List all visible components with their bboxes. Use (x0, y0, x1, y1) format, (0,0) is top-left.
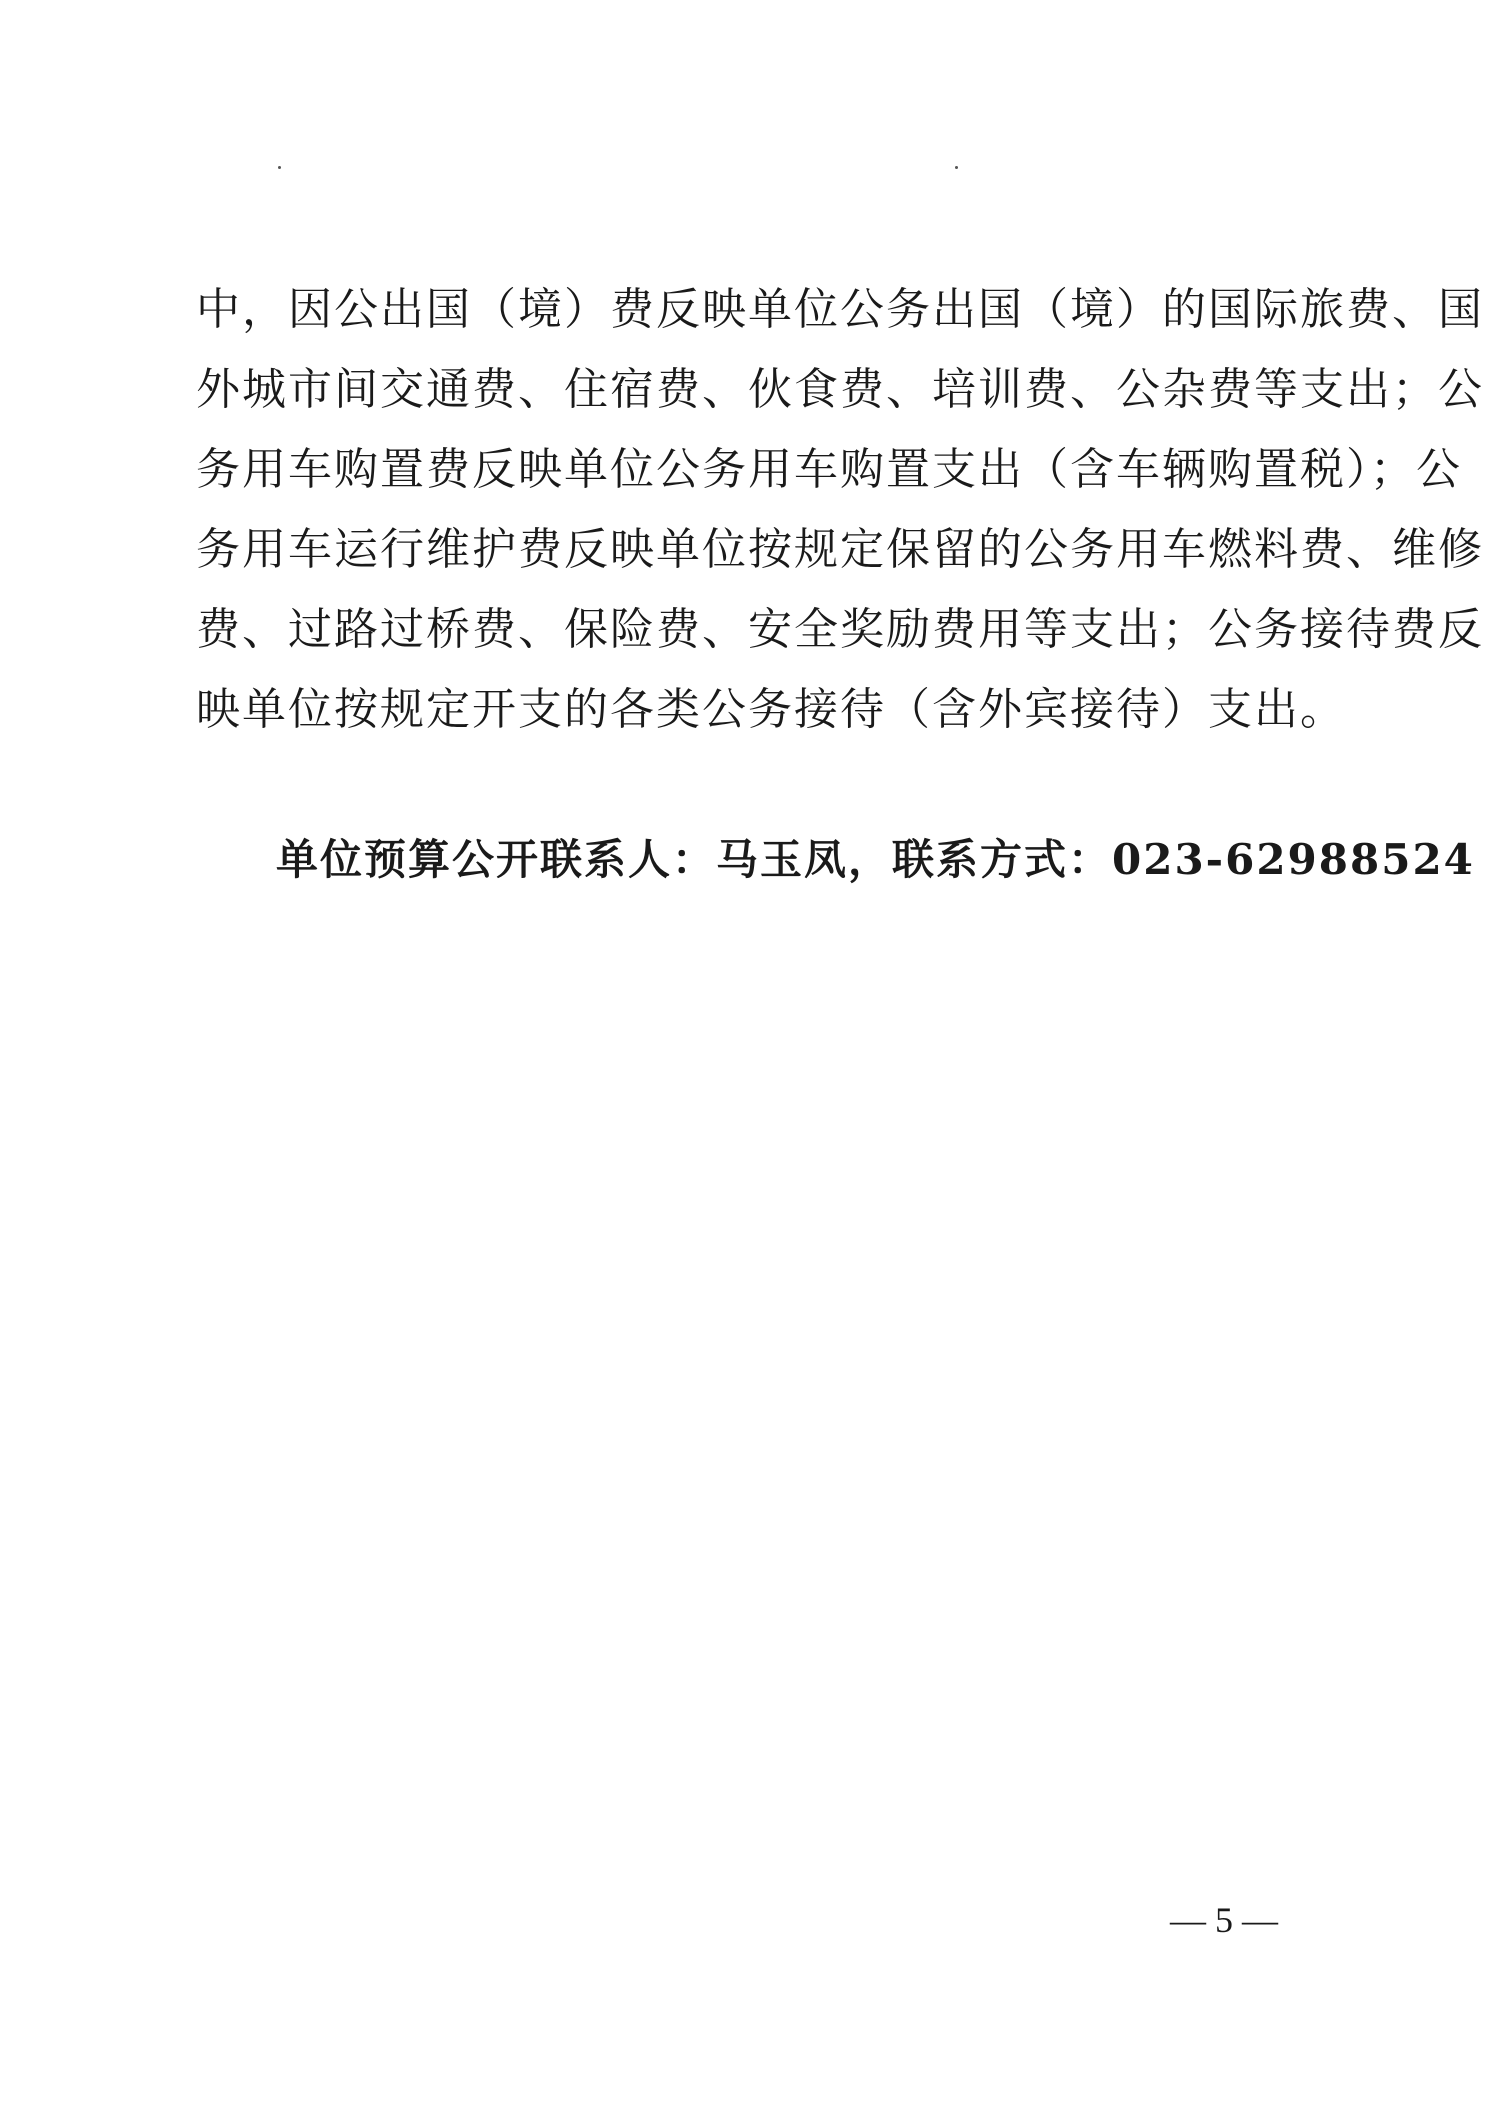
scan-speck (955, 166, 958, 169)
paragraph-line: 中，因公出国（境）费反映单位公务出国（境）的国际旅费、国 (196, 284, 1484, 335)
paragraph-line: 费、过路过桥费、保险费、安全奖励费用等支出；公务接待费反 (196, 604, 1484, 655)
scan-speck (278, 166, 281, 169)
body-paragraph (196, 270, 1484, 750)
paragraph-line: 务用车购置费反映单位公务用车购置支出（含车辆购置税）；公 (196, 444, 1462, 495)
paragraph-line: 映单位按规定开支的各类公务接待（含外宾接待）支出。 (196, 684, 1346, 735)
paragraph-line: 务用车运行维护费反映单位按规定保留的公务用车燃料费、维修 (196, 524, 1484, 575)
paragraph-line: 外城市间交通费、住宿费、伙食费、培训费、公杂费等支出；公 (196, 364, 1484, 415)
page-number: — 5 — (1170, 1900, 1278, 1940)
contact-info: 单位预算公开联系人：马玉凤，联系方式：023-62988524 (276, 835, 1475, 884)
